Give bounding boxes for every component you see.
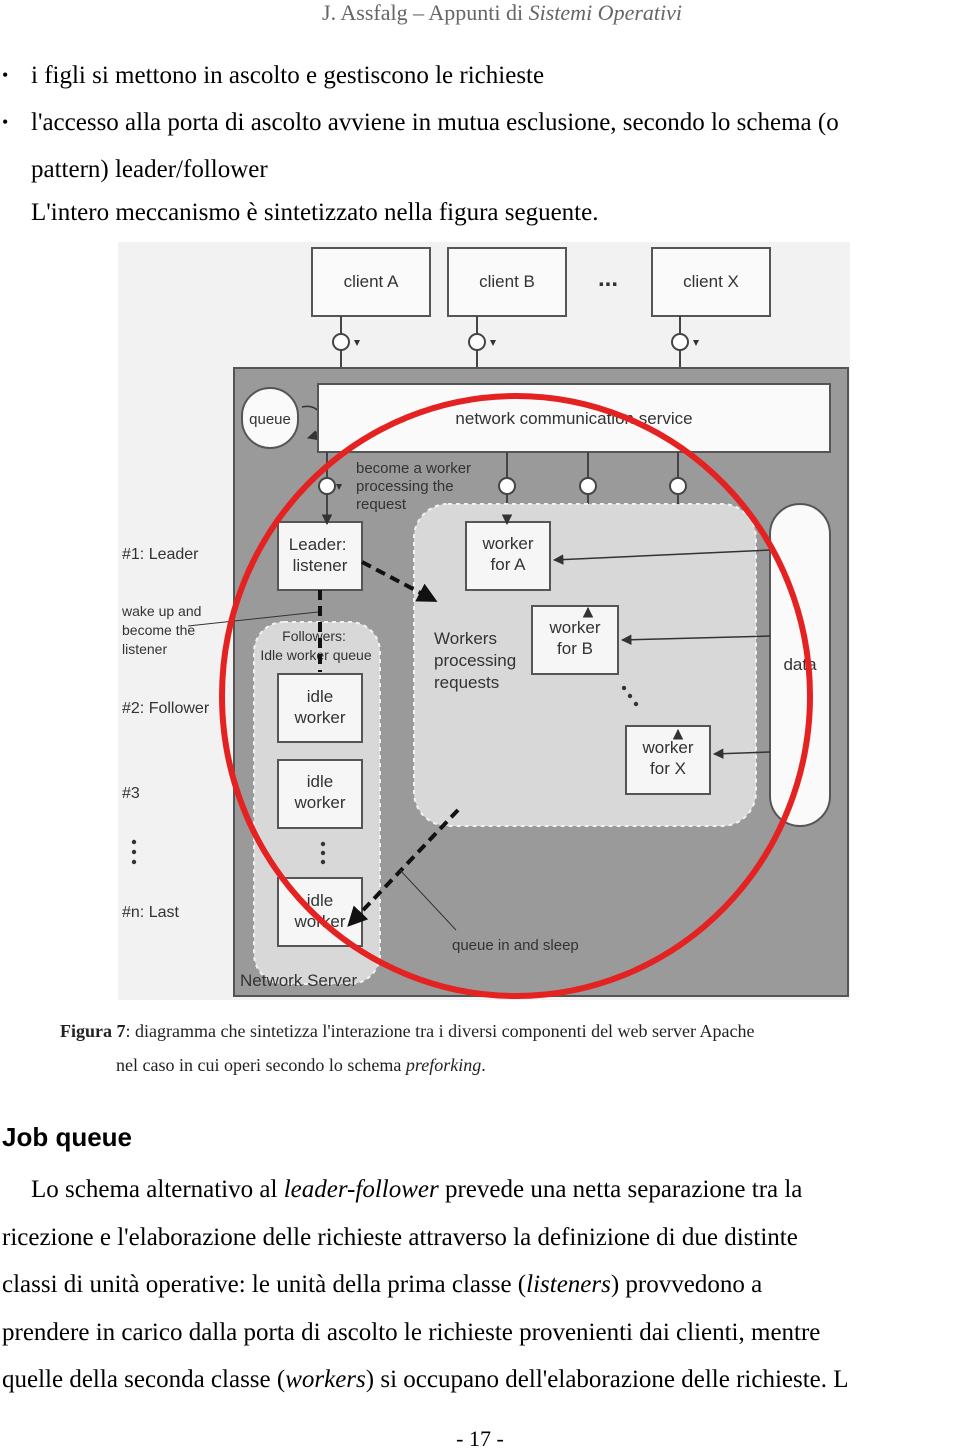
follower-side-label: #2: Follower bbox=[122, 700, 210, 717]
client-a-label: client A bbox=[343, 272, 399, 291]
leader-listener-box bbox=[278, 522, 362, 590]
leader-side-label: #1: Leader bbox=[122, 546, 199, 563]
bullet-dot-icon: • bbox=[2, 65, 9, 85]
bullet-dot-icon: • bbox=[2, 112, 9, 132]
vertical-ellipsis-icon bbox=[321, 842, 325, 864]
page-number: - 17 - bbox=[456, 1426, 504, 1451]
queue-sleep-label: queue in and sleep bbox=[452, 937, 579, 954]
side-label-3: #3 bbox=[122, 785, 140, 802]
figure-caption bbox=[60, 1014, 860, 1082]
side-ellipsis-icon bbox=[132, 840, 136, 864]
bullet-item bbox=[0, 99, 960, 146]
client-x-label: client X bbox=[683, 272, 739, 291]
svg-text:workerfor A: worker for A bbox=[482, 534, 534, 574]
body-line: quelle della seconda classe (workers) si occupano dell'elaborazione delle richieste. L bbox=[2, 1366, 849, 1393]
bullet-item bbox=[0, 52, 960, 99]
header-course: Sistemi Operativi bbox=[528, 0, 682, 25]
workers-area-label: Workers processing requests bbox=[434, 629, 517, 692]
bullet-text: l'accesso alla porta di ascolto avviene in mutua esclusione, secondo lo schema (o bbox=[31, 109, 839, 136]
svg-text:idleworker: idle worker bbox=[294, 891, 346, 931]
port-icon bbox=[672, 334, 688, 350]
port-icon bbox=[469, 334, 485, 350]
network-service-box bbox=[318, 384, 830, 452]
intro-paragraph: L'intero meccanismo è sintetizzato nella figura seguente. bbox=[31, 199, 599, 226]
body-line: Lo schema alternativo al leader-follower prevede una netta separazione tra la bbox=[31, 1176, 803, 1203]
worker-x-box bbox=[626, 726, 710, 794]
network-service-label: network communication service bbox=[455, 409, 693, 428]
idle-worker-box bbox=[278, 674, 362, 742]
clients-ellipsis: ... bbox=[597, 265, 619, 292]
bullet-continuation bbox=[0, 146, 960, 193]
data-label: data bbox=[783, 655, 817, 674]
followers-title: Followers: Idle worker queue bbox=[260, 628, 372, 663]
section-body bbox=[2, 1166, 960, 1404]
port-icon bbox=[333, 334, 349, 350]
page-header bbox=[322, 0, 682, 26]
worker-b-box bbox=[532, 606, 618, 674]
worker-note: become a worker processing the request bbox=[356, 460, 472, 513]
bullet-text: pattern) leader/follower bbox=[31, 156, 268, 183]
client-a-box bbox=[312, 248, 430, 316]
client-b-label: client B bbox=[479, 272, 535, 291]
network-server-label: Network Server bbox=[240, 971, 358, 990]
caption-line-2: nel caso in cui operi secondo lo schema preforking. bbox=[116, 1055, 486, 1075]
bullet-text: i figli si mettono in ascolto e gestiscono le richieste bbox=[31, 62, 545, 89]
header-author: J. Assfalg – Appunti di bbox=[322, 0, 529, 25]
leader-listener-label: Leader: listener bbox=[288, 535, 348, 575]
svg-text:idleworker: idle worker bbox=[294, 687, 346, 727]
queue-label: queue bbox=[249, 411, 291, 428]
worker-a-box bbox=[466, 522, 550, 590]
bullet-list bbox=[0, 52, 960, 193]
queue-pill bbox=[242, 388, 298, 448]
apache-preforking-diagram bbox=[118, 242, 850, 1000]
client-x-box bbox=[652, 248, 770, 316]
idle-worker-box bbox=[278, 760, 362, 828]
last-side-label: #n: Last bbox=[122, 904, 179, 921]
client-b-box bbox=[448, 248, 566, 316]
caption-label: Figura 7 bbox=[60, 1021, 126, 1041]
body-line: classi di unità operative: le unità della prima classe (listeners) provvedono a bbox=[2, 1271, 763, 1298]
svg-text:workerfor B: worker for B bbox=[549, 618, 601, 658]
section-title: Job queue bbox=[2, 1122, 133, 1152]
caption-text: : diagramma che sintetizza l'interazione tra i diversi componenti del web server Apache bbox=[125, 1021, 755, 1041]
svg-text:idleworker: idle worker bbox=[294, 772, 346, 812]
body-line: prendere in carico dalla porta di ascolto le richieste provenienti dai clienti, mentre bbox=[2, 1318, 821, 1346]
diagram-svg bbox=[118, 242, 850, 1000]
wake-up-note: wake up and become the listener bbox=[122, 603, 202, 657]
svg-text:workerfor X: worker for X bbox=[642, 738, 694, 778]
body-line: ricezione e l'elaborazione delle richieste attraverso la definizione di due distinte bbox=[2, 1223, 798, 1251]
